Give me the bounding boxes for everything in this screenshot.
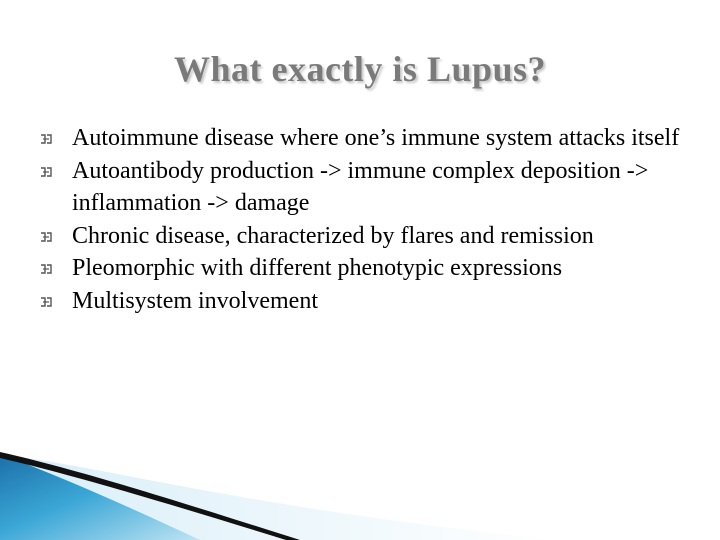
bullet-text: Multisystem involvement bbox=[72, 287, 318, 314]
bullet-item bbox=[40, 122, 680, 155]
bracket-bullet-icon bbox=[40, 133, 52, 145]
bullet-text: Autoantibody production -> immune complex deposition -> inflammation -> damage bbox=[72, 157, 649, 216]
slide-title: What exactly is Lupus? bbox=[173, 49, 547, 89]
bullet-list bbox=[40, 122, 680, 317]
bracket-bullet-icon bbox=[40, 296, 52, 308]
bullet-text: Pleomorphic with different phenotypic expressions bbox=[72, 255, 563, 281]
bullet-item bbox=[40, 252, 680, 285]
bullet-text: Chronic disease, characterized by flares and remission bbox=[72, 222, 594, 249]
bullet-text: Autoimmune disease where one’s immune system attacks itself bbox=[72, 125, 680, 151]
bullet-item bbox=[40, 220, 680, 253]
bullet-item bbox=[40, 285, 680, 318]
decorative-swoosh bbox=[0, 440, 720, 540]
bracket-bullet-icon bbox=[40, 263, 52, 275]
bullet-item bbox=[40, 155, 680, 220]
bracket-bullet-icon bbox=[40, 166, 52, 178]
bracket-bullet-icon bbox=[40, 231, 52, 243]
